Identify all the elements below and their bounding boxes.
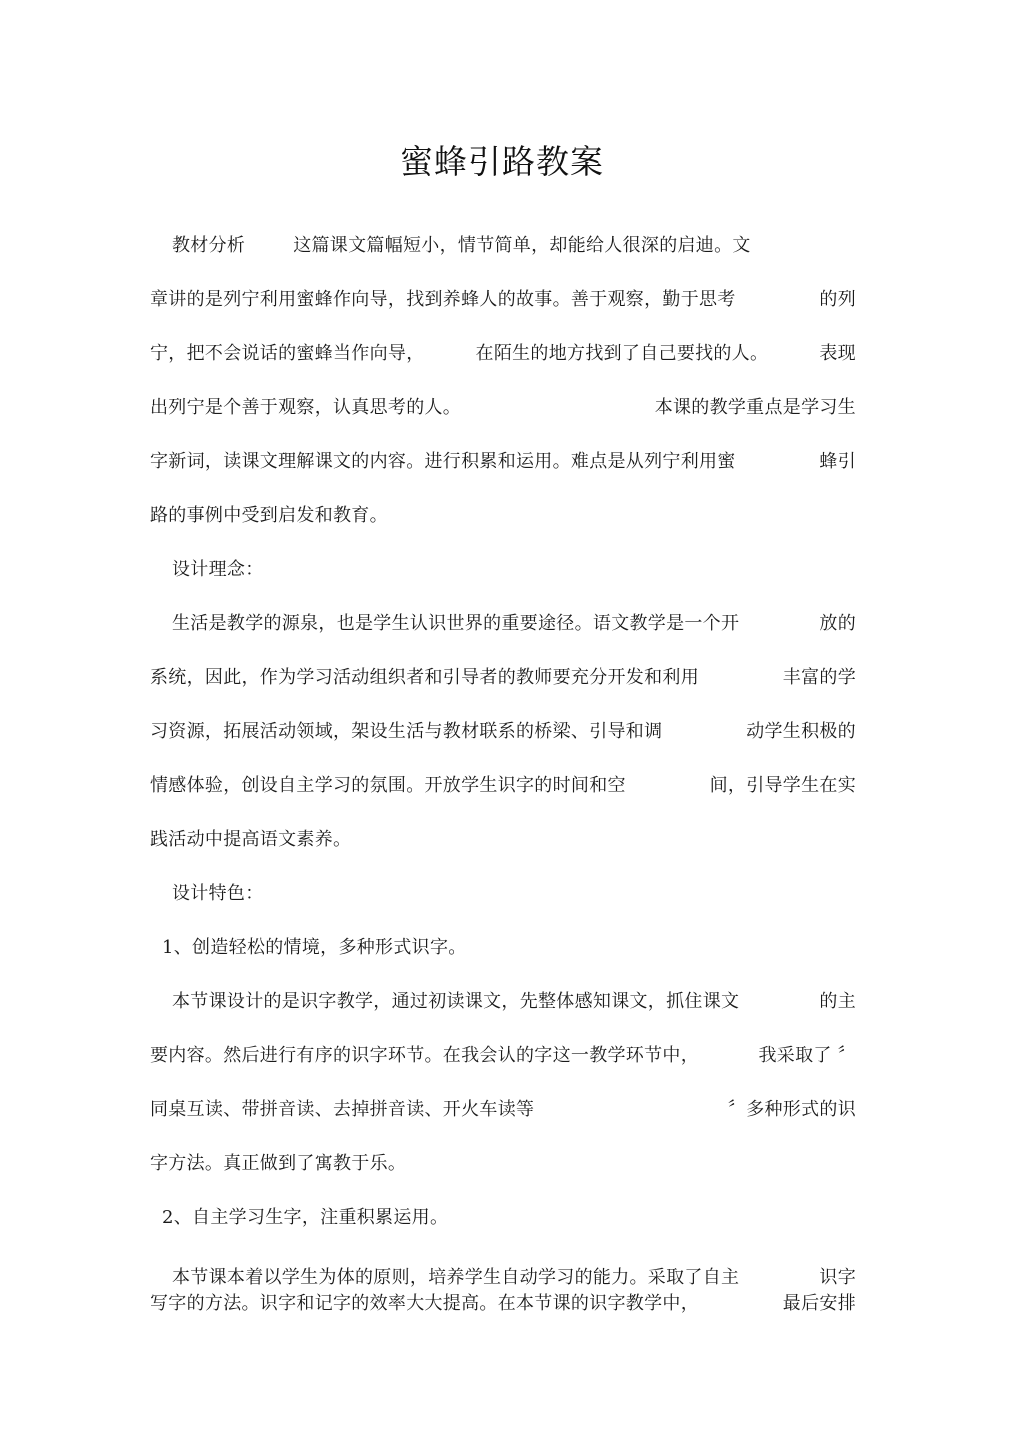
text-segment: 写字的方法。识字和记字的效率大大提高。在本节课的识字教学中， [150,1293,699,1314]
text-segment: 系统，因此，作为学习活动组织者和引导者的教师要充分开发和利用 [150,667,699,688]
text-line [172,1266,856,1290]
text-line [150,342,856,366]
section-heading-text: 设计理念： [172,559,264,580]
text-line [172,234,878,258]
text-segment: 动学生积极的 [746,721,856,742]
text-line [150,720,856,744]
text-segment: 同桌互读、带拼音读、去掉拼音读、开火车读等 [150,1099,535,1120]
page-title: 蜜蜂引路教案 [400,142,604,181]
text-segment: 的列 [819,289,856,310]
text-segment: 间，引导学生在实 [709,775,856,796]
list-item [162,936,868,960]
text-segment: 路的事例中受到启发和教育。 [150,505,388,526]
text-segment: 字方法。真正做到了寓教于乐。 [150,1153,407,1174]
text-segment: 生活是教学的源泉，也是学生认识世界的重要途径。语文教学是一个开 [172,613,740,634]
list-item-text: 2、自主学习生字，注重积累运用。 [162,1207,449,1228]
text-line [150,828,856,852]
text-line [150,1044,856,1068]
text-line [150,288,856,312]
list-item [162,1206,868,1230]
text-line [150,1098,856,1122]
text-segment: 本节课设计的是识字教学，通过初读课文，先整体感知课文，抓住课文 [172,991,740,1012]
list-item-text: 1、创造轻松的情境，多种形式识字。 [162,937,467,958]
text-segment: 践活动中提高语文素养。 [150,829,352,850]
text-segment: 最后安排 [782,1293,856,1314]
section-heading [172,882,878,906]
text-segment: 表现 [819,343,856,364]
text-line [150,396,856,420]
text-segment: 习资源，拓展活动领域，架设生活与教材联系的桥梁、引导和调 [150,721,663,742]
text-line [150,666,856,690]
text-segment: 宁，把不会说话的蜜蜂当作向导， [150,343,425,364]
text-segment: 这篇课文篇幅短小，情节简单，却能给人很深的启迪。文 [293,235,751,256]
text-segment: 蜂引 [819,451,856,472]
text-segment: 丰富的学 [782,667,856,688]
text-line [150,504,856,528]
section-heading-text: 设计特色： [172,883,264,904]
text-segment: 情感体验，创设自主学习的氛围。开放学生识字的时间和空 [150,775,626,796]
text-segment: 本节课本着以学生为体的原则，培养学生自动学习的能力。采取了自主 [172,1267,740,1288]
text-segment: 要内容。然后进行有序的识字环节。在我会认的字这一教学环节中， [150,1045,699,1066]
text-segment: 出列宁是个善于观察，认真思考的人。 [150,397,462,418]
text-line [150,1152,856,1176]
text-segment: 识字 [819,1267,856,1288]
text-line [150,1292,856,1316]
section-label: 教材分析 [172,235,246,256]
text-segment: 的主 [819,991,856,1012]
text-segment: 放的 [819,613,856,634]
text-segment: 字新词，读课文理解课文的内容。进行积累和运用。难点是从列宁利用蜜 [150,451,736,472]
text-line [172,990,856,1014]
text-segment: 在陌生的地方找到了自己要找的人。 [475,343,769,364]
section-heading [172,558,878,582]
text-line [150,450,856,474]
text-line [150,774,856,798]
text-segment: 我采取了 〞 [758,1045,856,1066]
text-line [172,612,856,636]
text-segment: 本课的教学重点是学习生 [654,397,856,418]
text-segment: 章讲的是列宁利用蜜蜂作向导，找到养蜂人的故事。善于观察，勤于思考 [150,289,736,310]
text-segment: 〞多种形式的识 [727,1099,856,1120]
